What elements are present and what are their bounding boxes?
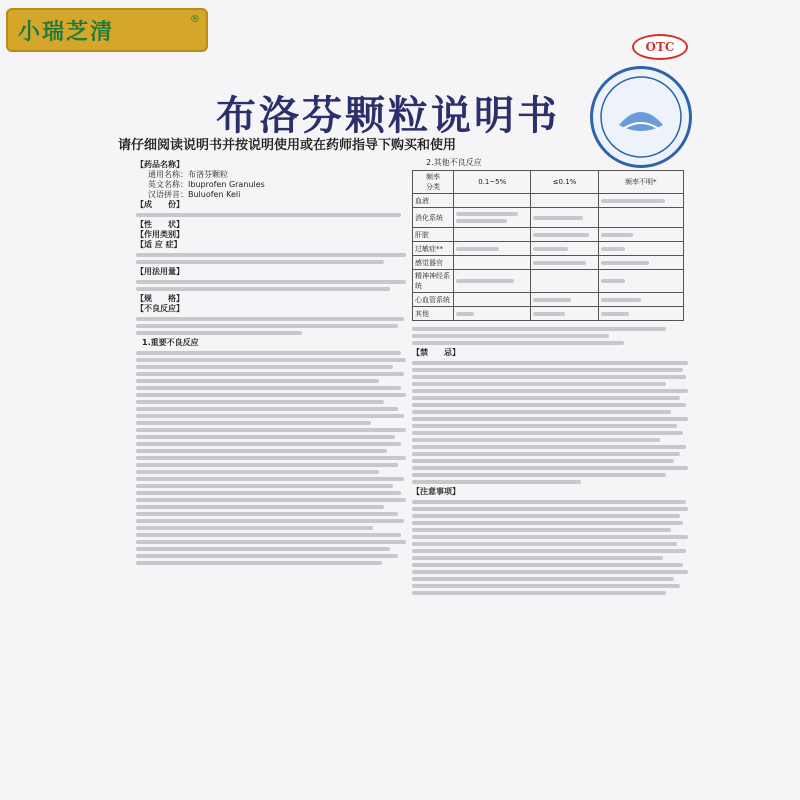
text-placeholder (136, 561, 382, 565)
text-placeholder (412, 396, 680, 400)
adverse-heading: 【不良反应】 (136, 304, 184, 313)
serious-reactions-heading: 1.重要不良反应 (142, 338, 199, 347)
adverse-reaction-table (412, 170, 684, 321)
specification-heading: 【规 格】 (136, 294, 184, 303)
row-label: 精神神经系统 (413, 270, 454, 293)
row-label: 血液 (413, 194, 454, 208)
text-placeholder (136, 365, 393, 369)
text-placeholder (412, 500, 686, 504)
text-placeholder (136, 414, 404, 418)
text-placeholder (136, 491, 401, 495)
text-placeholder (136, 324, 398, 328)
text-placeholder (136, 407, 398, 411)
english-name: 英文名称：Ibuprofen Granules (148, 180, 265, 189)
text-placeholder (412, 431, 683, 435)
text-placeholder (136, 358, 406, 362)
text-placeholder (412, 327, 666, 331)
column-header: 0.1~5% (454, 171, 531, 194)
text-placeholder (136, 547, 390, 551)
text-placeholder (136, 421, 371, 425)
text-placeholder (412, 417, 688, 421)
column-header: 频率不明* (598, 171, 683, 194)
seal-graphic (593, 69, 689, 165)
table-notes (412, 327, 694, 345)
text-placeholder (412, 445, 686, 449)
table-header-row (413, 171, 684, 194)
text-placeholder (136, 470, 379, 474)
text-placeholder (136, 372, 404, 376)
text-placeholder (412, 382, 666, 386)
text-placeholder (136, 533, 401, 537)
ingredients-heading: 【成 份】 (136, 200, 184, 209)
text-placeholder (136, 260, 384, 264)
other-reactions-heading: 2.其他不良反应 (426, 158, 482, 167)
table-corner-bottom: 分类 (426, 183, 440, 191)
table-row (413, 293, 684, 307)
table-row (413, 270, 684, 293)
text-placeholder (136, 317, 404, 321)
text-placeholder (136, 435, 395, 439)
text-placeholder (412, 424, 677, 428)
text-placeholder (136, 456, 406, 460)
text-placeholder (136, 442, 401, 446)
otc-badge: OTC (632, 34, 688, 60)
brand-logo (6, 8, 208, 52)
right-column (412, 158, 694, 800)
text-placeholder (412, 438, 660, 442)
text-placeholder (136, 253, 406, 257)
leaflet-subtitle: 请仔细阅读说明书并按说明使用或在药师指导下购买和使用 (118, 138, 457, 153)
text-placeholder (136, 449, 387, 453)
text-placeholder (136, 554, 398, 558)
text-placeholder (412, 361, 688, 365)
column-header: ≤0.1% (531, 171, 598, 194)
registered-mark: ® (190, 14, 200, 25)
row-label: 肝脏 (413, 228, 454, 242)
text-placeholder (412, 410, 671, 414)
table-corner-top: 频率 (426, 173, 440, 181)
text-placeholder (412, 459, 674, 463)
text-placeholder (412, 334, 609, 338)
table-row (413, 242, 684, 256)
text-placeholder (136, 400, 384, 404)
text-placeholder (412, 549, 686, 553)
text-placeholder (412, 473, 666, 477)
text-placeholder (412, 341, 624, 345)
drug-name-heading: 【药品名称】 (136, 160, 184, 169)
text-placeholder (412, 480, 581, 484)
text-placeholder (412, 507, 688, 511)
text-placeholder (412, 521, 683, 525)
text-placeholder (412, 584, 680, 588)
text-placeholder (136, 505, 384, 509)
row-label: 心血管系统 (413, 293, 454, 307)
text-placeholder (412, 577, 674, 581)
text-placeholder (136, 526, 373, 530)
text-placeholder (412, 556, 663, 560)
text-placeholder (412, 591, 666, 595)
text-placeholder (412, 452, 680, 456)
table-row (413, 256, 684, 270)
dosage-heading: 【用法用量】 (136, 267, 184, 276)
text-placeholder (136, 540, 406, 544)
table-row (413, 228, 684, 242)
row-label: 消化系统 (413, 208, 454, 228)
text-placeholder (136, 498, 406, 502)
text-placeholder (136, 428, 406, 432)
text-placeholder (136, 512, 398, 516)
text-placeholder (412, 403, 686, 407)
contraindications-heading: 【禁 忌】 (412, 348, 460, 357)
table-row (413, 194, 684, 208)
leaflet-title: 布洛芬颗粒说明书 (216, 93, 560, 139)
text-placeholder (412, 528, 671, 532)
brand-name: 小瑞芝清 (18, 20, 115, 45)
left-column (136, 160, 412, 800)
text-placeholder (412, 535, 688, 539)
text-placeholder (412, 542, 677, 546)
text-placeholder (136, 477, 404, 481)
generic-name: 通用名称：布洛芬颗粒 (148, 170, 228, 179)
text-placeholder (136, 351, 401, 355)
pinyin-name: 汉语拼音：Buluofen Keli (148, 190, 241, 199)
precautions-heading: 【注意事项】 (412, 487, 460, 496)
text-placeholder (412, 389, 688, 393)
row-label: 其他 (413, 307, 454, 321)
row-label: 感觉器官 (413, 256, 454, 270)
text-placeholder (412, 368, 683, 372)
text-placeholder (412, 570, 688, 574)
text-placeholder (136, 386, 401, 390)
text-placeholder (136, 393, 406, 397)
text-placeholder (136, 287, 390, 291)
text-placeholder (136, 463, 398, 467)
text-placeholder (136, 519, 404, 523)
text-placeholder (412, 514, 680, 518)
text-placeholder (136, 213, 401, 217)
category-heading: 【作用类别】 (136, 230, 184, 239)
quality-seal-icon (590, 66, 692, 168)
row-label: 过敏症** (413, 242, 454, 256)
text-placeholder (136, 331, 302, 335)
text-placeholder (412, 466, 688, 470)
table-row (413, 307, 684, 321)
description-heading: 【性 状】 (136, 220, 184, 229)
text-placeholder (136, 379, 379, 383)
text-placeholder (412, 375, 686, 379)
text-placeholder (136, 484, 393, 488)
indications-heading: 【适 应 症】 (136, 240, 182, 249)
text-placeholder (136, 280, 406, 284)
text-placeholder (412, 563, 683, 567)
table-row (413, 208, 684, 228)
